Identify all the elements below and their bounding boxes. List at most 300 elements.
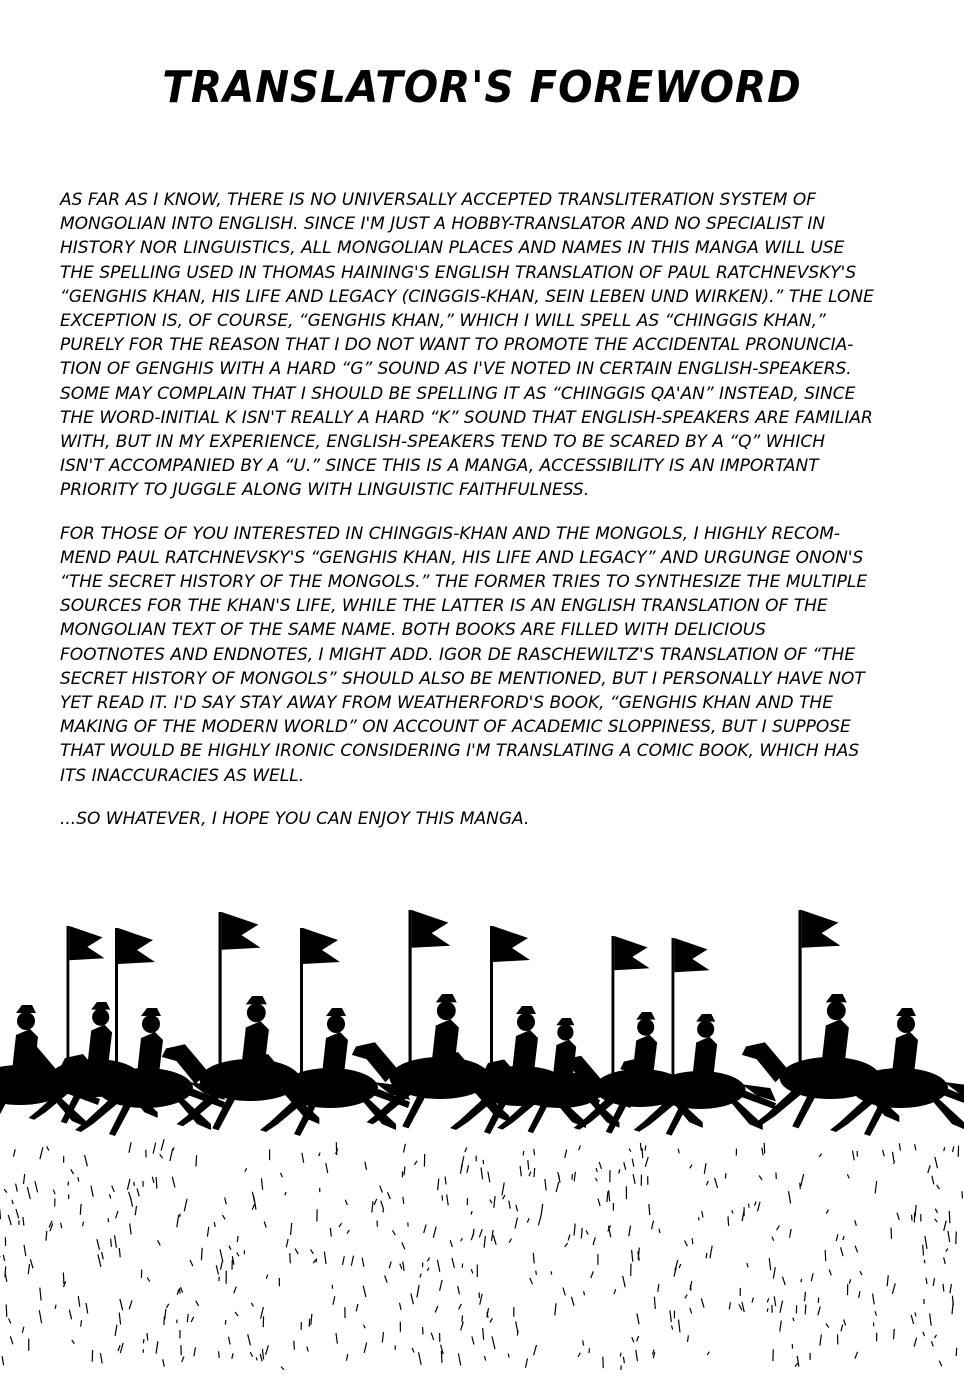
grass-stroke bbox=[458, 1286, 460, 1294]
grass-stroke bbox=[891, 1228, 892, 1239]
grass-stroke bbox=[5, 1273, 7, 1282]
grass-stroke bbox=[568, 1235, 570, 1241]
paragraph-2 bbox=[60, 522, 940, 788]
grass-stroke bbox=[706, 1181, 708, 1185]
grass-stroke bbox=[707, 1352, 709, 1355]
grass-stroke bbox=[636, 1350, 638, 1361]
grass-stroke bbox=[620, 1353, 621, 1357]
grass-stroke bbox=[633, 1174, 635, 1184]
grass-stroke bbox=[471, 1269, 473, 1273]
grass-stroke bbox=[40, 1147, 43, 1159]
text-line: ISN'T ACCOMPANIED BY A “U.” SINCE THIS IS A MANGA, ACCESSIBILITY IS AN IMPORTANT bbox=[60, 456, 819, 477]
grass-stroke bbox=[112, 1186, 115, 1192]
grass-stroke bbox=[187, 1314, 188, 1322]
grass-stroke bbox=[447, 1195, 449, 1206]
grass-stroke bbox=[654, 1297, 655, 1309]
grass-stroke bbox=[780, 1301, 783, 1313]
grass-stroke bbox=[362, 1258, 364, 1267]
grass-stroke bbox=[818, 1307, 821, 1316]
grass-stroke bbox=[347, 1354, 348, 1361]
grass-stroke bbox=[256, 1357, 257, 1360]
grass-stroke bbox=[130, 1197, 132, 1207]
grass-stroke bbox=[351, 1256, 353, 1266]
grass-stroke bbox=[311, 1314, 312, 1325]
grass-stroke bbox=[935, 1157, 938, 1168]
grass-stroke bbox=[134, 1182, 135, 1186]
grass-stroke bbox=[515, 1218, 518, 1229]
grass-stroke bbox=[619, 1169, 620, 1173]
grass-stroke bbox=[935, 1219, 938, 1223]
grass-stroke bbox=[485, 1356, 486, 1361]
grass-stroke bbox=[670, 1310, 671, 1322]
grass-stroke bbox=[860, 1271, 862, 1275]
grass-stroke bbox=[899, 1143, 900, 1150]
grass-stroke bbox=[492, 1336, 495, 1349]
grass-stroke bbox=[403, 1261, 404, 1271]
grass-stroke bbox=[849, 1279, 851, 1283]
horsemen-illustration bbox=[0, 900, 964, 1380]
grass-stroke bbox=[61, 1223, 62, 1228]
grass-stroke bbox=[380, 1185, 383, 1192]
grass-stroke bbox=[769, 1258, 771, 1270]
grass-stroke bbox=[658, 1284, 659, 1292]
grass-stroke bbox=[829, 1269, 831, 1275]
grass-stroke bbox=[533, 1253, 534, 1264]
grass-stroke bbox=[100, 1353, 102, 1363]
grass-stroke bbox=[24, 1174, 25, 1184]
grass-stroke bbox=[251, 1303, 253, 1307]
text-line: WITH, BUT IN MY EXPERIENCE, ENGLISH-SPEAKERS TEND TO BE SCARED BY A “Q” WHICH bbox=[60, 432, 825, 453]
grass-stroke bbox=[685, 1295, 687, 1299]
grass-stroke bbox=[170, 1149, 173, 1161]
grass-stroke bbox=[584, 1291, 585, 1295]
grass-stroke bbox=[118, 1345, 120, 1351]
grass-stroke bbox=[402, 1242, 405, 1249]
grass-stroke bbox=[465, 1147, 467, 1152]
grass-stroke bbox=[173, 1148, 175, 1151]
grass-stroke bbox=[266, 1345, 269, 1354]
grass-stroke bbox=[645, 1146, 646, 1151]
grass-stroke bbox=[24, 1245, 26, 1256]
grass-stroke bbox=[16, 1184, 18, 1192]
grass-stroke bbox=[759, 1176, 762, 1181]
grass-stroke bbox=[603, 1357, 604, 1368]
grass-stroke bbox=[926, 1278, 927, 1284]
grass-stroke bbox=[516, 1205, 518, 1212]
grass-stroke bbox=[805, 1292, 806, 1301]
grass-stroke bbox=[363, 1286, 366, 1297]
grass-stroke bbox=[219, 1351, 220, 1358]
grass-stroke bbox=[925, 1236, 927, 1249]
grass-stroke bbox=[147, 1333, 148, 1340]
grass-stroke bbox=[894, 1329, 895, 1340]
grass-stroke bbox=[789, 1191, 791, 1203]
grass-stroke bbox=[137, 1188, 139, 1196]
grass-stroke bbox=[156, 1341, 158, 1353]
grass-stroke bbox=[523, 1151, 524, 1156]
grass-stroke bbox=[790, 1229, 792, 1238]
grass-stroke bbox=[316, 1259, 317, 1263]
grass-stroke bbox=[372, 1201, 373, 1212]
grass-stroke bbox=[685, 1241, 688, 1247]
grass-stroke bbox=[343, 1256, 345, 1265]
grass-stroke bbox=[433, 1227, 436, 1238]
grass-stroke bbox=[843, 1236, 844, 1240]
grass-stroke bbox=[956, 1232, 957, 1245]
grass-stroke bbox=[607, 1191, 608, 1202]
grass-stroke bbox=[86, 1303, 88, 1313]
grass-stroke bbox=[767, 1308, 768, 1311]
grass-stroke bbox=[266, 1275, 267, 1279]
grass-stroke bbox=[27, 1187, 30, 1199]
grass-stroke bbox=[509, 1201, 510, 1209]
grass-stroke bbox=[948, 1231, 950, 1242]
grass-stroke bbox=[565, 1243, 568, 1247]
grass-stroke bbox=[307, 1347, 308, 1352]
grass-stroke bbox=[120, 1343, 123, 1353]
grass-stroke bbox=[640, 1143, 641, 1151]
grass-stroke bbox=[855, 1220, 857, 1226]
grass-stroke bbox=[102, 1252, 104, 1259]
grass-stroke bbox=[264, 1221, 266, 1227]
grass-stroke bbox=[702, 1211, 703, 1217]
grass-stroke bbox=[91, 1186, 93, 1197]
grass-stroke bbox=[502, 1183, 504, 1196]
grass-stroke bbox=[420, 1274, 422, 1278]
grass-stroke bbox=[893, 1152, 894, 1161]
grass-stroke bbox=[184, 1199, 187, 1211]
page-title: TRANSLATOR'S FOREWORD bbox=[162, 62, 802, 113]
grass-stroke bbox=[825, 1250, 826, 1261]
grass-stroke bbox=[311, 1250, 314, 1254]
grass-stroke bbox=[578, 1353, 580, 1357]
grass-stroke bbox=[250, 1352, 252, 1357]
grass-stroke bbox=[440, 1280, 443, 1291]
grass-stroke bbox=[165, 1309, 166, 1320]
grass-stroke bbox=[935, 1209, 937, 1213]
grass-stroke bbox=[586, 1231, 588, 1235]
grass-stroke bbox=[389, 1262, 391, 1269]
grass-stroke bbox=[637, 1313, 639, 1324]
grass-stroke bbox=[431, 1333, 434, 1340]
grass-stroke bbox=[207, 1227, 208, 1237]
grass-stroke bbox=[127, 1179, 130, 1190]
grass-stroke bbox=[295, 1249, 298, 1254]
grass-stroke bbox=[12, 1200, 13, 1204]
grass-stroke bbox=[841, 1247, 843, 1256]
grass-stroke bbox=[435, 1306, 438, 1312]
grass-stroke bbox=[252, 1204, 254, 1210]
grass-stroke bbox=[652, 1221, 654, 1230]
grass-stroke bbox=[596, 1168, 597, 1172]
grass-stroke bbox=[281, 1367, 284, 1370]
grass-stroke bbox=[678, 1149, 679, 1153]
grass-stroke bbox=[411, 1294, 414, 1305]
grass-stroke bbox=[80, 1204, 81, 1215]
text-line: HISTORY NOR LINGUISTICS, ALL MONGOLIAN PLACES AND NAMES IN THIS MANGA WILL USE bbox=[60, 238, 845, 259]
grass-stroke bbox=[161, 1139, 164, 1150]
grass-stroke bbox=[459, 1304, 462, 1310]
grass-stroke bbox=[710, 1246, 712, 1259]
grass-stroke bbox=[339, 1223, 342, 1227]
grass-stroke bbox=[797, 1356, 799, 1367]
text-line: FOR THOSE OF YOU INTERESTED IN CHINGGIS-KHAN AND THE MONGOLS, I HIGHLY RECOM- bbox=[60, 523, 840, 544]
text-line: EXCEPTION IS, OF COURSE, “GENGHIS KHAN,” WHICH I WILL SPELL AS “CHINGGIS KHAN,” bbox=[60, 311, 826, 332]
grass-stroke bbox=[129, 1142, 131, 1153]
grass-stroke bbox=[659, 1229, 660, 1233]
grass-stroke bbox=[572, 1174, 573, 1180]
grass-stroke bbox=[529, 1172, 531, 1177]
grass-stroke bbox=[526, 1358, 528, 1367]
grass-stroke bbox=[111, 1239, 112, 1247]
grass-stroke bbox=[221, 1262, 223, 1270]
grass-stroke bbox=[424, 1225, 426, 1233]
grass-stroke bbox=[935, 1335, 937, 1338]
grass-stroke bbox=[147, 1278, 150, 1282]
grass-stroke bbox=[855, 1246, 858, 1253]
grass-stroke bbox=[503, 1195, 505, 1199]
grass-stroke bbox=[119, 1248, 120, 1257]
grass-stroke bbox=[931, 1341, 933, 1346]
grass-stroke bbox=[385, 1276, 388, 1283]
paragraph-1 bbox=[60, 188, 940, 503]
grass-stroke bbox=[6, 1305, 7, 1317]
grass-stroke bbox=[629, 1226, 631, 1237]
grass-stroke bbox=[98, 1254, 101, 1266]
grass-stroke bbox=[747, 1263, 748, 1267]
grass-stroke bbox=[262, 1349, 263, 1359]
grass-stroke bbox=[47, 1146, 49, 1150]
grass-stroke bbox=[78, 1296, 80, 1307]
grass-stroke bbox=[130, 1223, 131, 1234]
grass-stroke bbox=[767, 1298, 768, 1302]
grass-stroke bbox=[752, 1298, 753, 1303]
grass-stroke bbox=[180, 1288, 181, 1294]
grass-stroke bbox=[461, 1322, 464, 1331]
grass-stroke bbox=[220, 1249, 223, 1262]
grass-stroke bbox=[281, 1173, 283, 1177]
grass-stroke bbox=[706, 1253, 707, 1258]
grass-stroke bbox=[632, 1250, 633, 1262]
grass-stroke bbox=[158, 1240, 161, 1245]
grass-stroke bbox=[800, 1183, 801, 1189]
grass-stroke bbox=[120, 1299, 123, 1311]
grass-stroke bbox=[177, 1215, 179, 1228]
grass-stroke bbox=[156, 1177, 157, 1189]
grass-stroke bbox=[811, 1273, 813, 1281]
grass-stroke bbox=[774, 1296, 776, 1306]
grass-stroke bbox=[223, 1215, 226, 1219]
grass-stroke bbox=[235, 1312, 238, 1316]
grass-stroke bbox=[875, 1311, 877, 1315]
grass-stroke bbox=[28, 1264, 29, 1274]
grass-stroke bbox=[629, 1149, 631, 1152]
grass-stroke bbox=[116, 1211, 118, 1218]
grass-stroke bbox=[30, 1259, 33, 1268]
grass-stroke bbox=[805, 1305, 806, 1315]
grass-stroke bbox=[471, 1211, 472, 1215]
grass-stroke bbox=[953, 1146, 954, 1152]
text-line: AS FAR AS I KNOW, THERE IS NO UNIVERSALLY ACCEPTED TRANSLITERATION SYSTEM OF bbox=[60, 190, 816, 210]
grass-stroke bbox=[527, 1218, 529, 1223]
text-line: YET READ IT. I'D SAY STAY AWAY FROM WEATHERFORD'S BOOK, “GENGHIS KHAN AND THE bbox=[60, 693, 833, 714]
text-line: FOOTNOTES AND ENDNOTES, I MIGHT ADD. IGOR DE RASCHEWILTZ'S TRANSLATION OF “THE bbox=[60, 644, 856, 665]
grass-stroke bbox=[762, 1148, 763, 1156]
grass-stroke bbox=[333, 1296, 335, 1305]
grass-stroke bbox=[191, 1317, 193, 1322]
grass-stroke bbox=[551, 1271, 552, 1274]
grass-stroke bbox=[928, 1165, 930, 1173]
grass-stroke bbox=[873, 1294, 875, 1305]
paragraph-3 bbox=[60, 807, 940, 831]
grass-stroke bbox=[415, 1161, 418, 1165]
grass-stroke bbox=[160, 1154, 163, 1158]
grass-stroke bbox=[755, 1202, 757, 1206]
grass-stroke bbox=[923, 1245, 924, 1256]
text-line: MONGOLIAN TEXT OF THE SAME NAME. BOTH BOOKS ARE FILLED WITH DELICIOUS bbox=[60, 620, 766, 641]
grass-stroke bbox=[793, 1318, 794, 1321]
grass-stroke bbox=[97, 1239, 100, 1250]
grass-stroke bbox=[853, 1151, 855, 1161]
grass-stroke bbox=[53, 1190, 55, 1195]
grass-stroke bbox=[944, 1221, 947, 1231]
grass-stroke bbox=[581, 1228, 582, 1239]
grass-stroke bbox=[780, 1321, 782, 1332]
grass-stroke bbox=[71, 1169, 74, 1174]
grass-stroke bbox=[488, 1172, 490, 1183]
grass-stroke bbox=[545, 1179, 546, 1190]
grass-stroke bbox=[530, 1278, 533, 1284]
grass-stroke bbox=[285, 1192, 286, 1195]
grass-stroke bbox=[574, 1224, 575, 1236]
grass-stroke bbox=[801, 1174, 804, 1186]
grass-stroke bbox=[237, 1253, 239, 1257]
grass-stroke bbox=[739, 1304, 742, 1310]
grass-stroke bbox=[855, 1352, 858, 1359]
grass-stroke bbox=[81, 1320, 82, 1327]
grass-stroke bbox=[508, 1354, 509, 1358]
grass-stroke bbox=[135, 1206, 136, 1215]
grass-stroke bbox=[893, 1161, 894, 1164]
grass-stroke bbox=[632, 1159, 634, 1167]
grass-stroke bbox=[214, 1222, 215, 1227]
grass-stroke bbox=[163, 1359, 165, 1367]
grass-stroke bbox=[764, 1143, 765, 1154]
text-line: MAKING OF THE MODERN WORLD” ON ACCOUNT OF ACADEMIC SLOPPINESS, BUT I SUPPOSE bbox=[60, 717, 851, 738]
grass-stroke bbox=[593, 1237, 595, 1245]
grass-stroke bbox=[229, 1337, 231, 1345]
grass-stroke bbox=[68, 1182, 69, 1186]
grass-stroke bbox=[623, 1276, 626, 1287]
grass-stroke bbox=[166, 1304, 168, 1308]
grass-stroke bbox=[374, 1199, 377, 1205]
grass-stroke bbox=[364, 1325, 366, 1329]
grass-stroke bbox=[326, 1163, 328, 1173]
grass-stroke bbox=[642, 1148, 643, 1158]
grass-stroke bbox=[347, 1230, 349, 1234]
grass-stroke bbox=[345, 1200, 347, 1205]
grass-stroke bbox=[556, 1182, 559, 1192]
grass-stroke bbox=[14, 1149, 16, 1156]
grass-stroke bbox=[40, 1288, 41, 1301]
grass-stroke bbox=[836, 1234, 838, 1241]
grass-stroke bbox=[452, 1258, 454, 1268]
grass-stroke bbox=[225, 1198, 227, 1205]
grass-stroke bbox=[129, 1300, 132, 1309]
grass-stroke bbox=[915, 1205, 916, 1217]
grass-stroke bbox=[201, 1248, 202, 1261]
grass-stroke bbox=[445, 1177, 446, 1185]
grass-stroke bbox=[8, 1215, 11, 1225]
grass-stroke bbox=[609, 1190, 610, 1201]
grass-stroke bbox=[364, 1342, 367, 1353]
grass-stroke bbox=[23, 1217, 24, 1226]
text-line: ...SO WHATEVER, I HOPE YOU CAN ENJOY THIS MANGA. bbox=[60, 808, 530, 829]
grass-stroke bbox=[914, 1338, 917, 1347]
grass-stroke bbox=[479, 1229, 482, 1237]
grass-stroke bbox=[911, 1315, 913, 1324]
grass-stroke bbox=[46, 1231, 47, 1241]
grass-stroke bbox=[944, 1147, 945, 1151]
grass-stroke bbox=[574, 1172, 575, 1182]
grass-stroke bbox=[589, 1348, 590, 1353]
grass-stroke bbox=[826, 1324, 829, 1328]
grass-stroke bbox=[541, 1204, 543, 1215]
grass-stroke bbox=[729, 1302, 730, 1309]
grass-stroke bbox=[937, 1185, 940, 1189]
grass-stroke bbox=[462, 1315, 463, 1321]
grass-stroke bbox=[534, 1149, 535, 1155]
grass-stroke bbox=[480, 1294, 483, 1305]
foreword-text bbox=[60, 188, 940, 850]
grass-stroke bbox=[690, 1165, 692, 1169]
grass-stroke bbox=[245, 1168, 247, 1172]
grass-stroke bbox=[69, 1310, 71, 1320]
grass-stroke bbox=[701, 1298, 704, 1307]
grass-stroke bbox=[35, 1181, 38, 1192]
grass-stroke bbox=[234, 1287, 237, 1294]
grass-stroke bbox=[458, 1353, 460, 1365]
grass-stroke bbox=[115, 1235, 117, 1248]
grass-stroke bbox=[534, 1345, 537, 1355]
grass-stroke bbox=[704, 1163, 706, 1174]
grass-stroke bbox=[484, 1236, 485, 1248]
text-line: THE SPELLING USED IN THOMAS HAINING'S ENGLISH TRANSLATION OF PAUL RATCHNEVSKY'S bbox=[60, 262, 857, 283]
grass-stroke bbox=[481, 1168, 483, 1180]
grass-stroke bbox=[78, 1177, 79, 1182]
grass-stroke bbox=[632, 1337, 634, 1342]
text-line: THE WORD-INITIAL K ISN'T REALLY A HARD “K” SOUND THAT ENGLISH-SPEAKERS ARE FAMILIAR bbox=[60, 407, 873, 428]
grass-stroke bbox=[152, 1177, 154, 1183]
grass-stroke bbox=[534, 1168, 535, 1177]
grass-stroke bbox=[108, 1218, 109, 1222]
grass-stroke bbox=[847, 1174, 849, 1178]
grass-stroke bbox=[679, 1320, 681, 1333]
grass-stroke bbox=[427, 1268, 429, 1271]
grass-stroke bbox=[261, 1178, 262, 1189]
grass-stroke bbox=[190, 1260, 193, 1266]
grass-stroke bbox=[494, 1196, 495, 1208]
grass-stroke bbox=[180, 1287, 182, 1293]
grass-stroke bbox=[728, 1216, 729, 1225]
grass-stroke bbox=[528, 1160, 529, 1169]
grass-stroke bbox=[690, 1308, 692, 1314]
grass-stroke bbox=[732, 1210, 733, 1213]
text-line: ITS INACCURACIES AS WELL. bbox=[60, 765, 305, 786]
grass-stroke bbox=[672, 1326, 673, 1330]
grass-stroke bbox=[291, 1223, 292, 1235]
grass-stroke bbox=[419, 1352, 422, 1365]
